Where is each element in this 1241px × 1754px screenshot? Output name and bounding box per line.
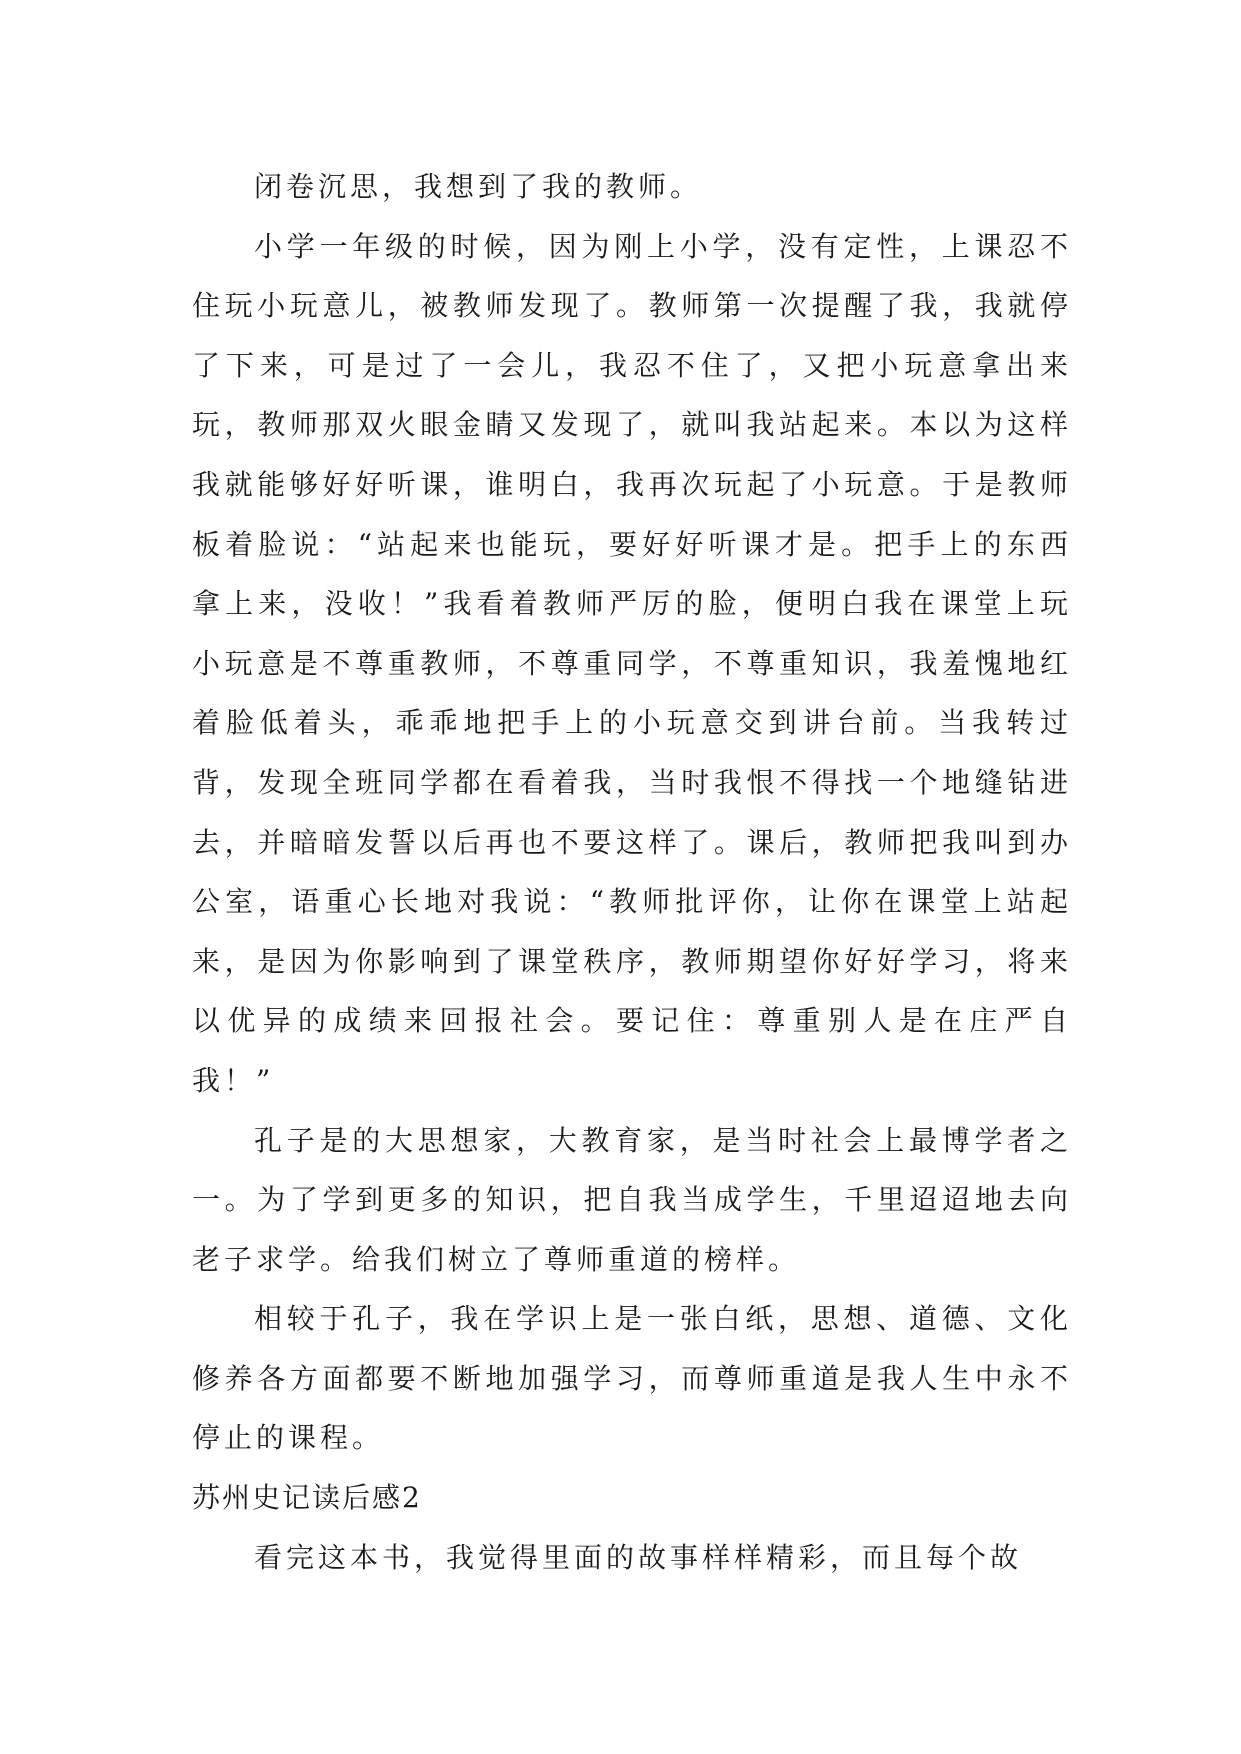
paragraph-confucius: 孔子是的大思想家，大教育家，是当时社会上最博学者之一。为了学到更多的知识，把自我当成学生，千里迢迢地去向老子求学。给我们树立了尊师重道的榜样。 [192,1123,1072,1276]
paragraph-teacher-story: 小学一年级的时候，因为刚上小学，没有定性，上课忍不住玩小玩意儿，被教师发现了。教师第一次提醒了我，我就停了下来，可是过了一会儿，我忍不住了，又把小玩意拿出来玩，教师那双火眼金睛又发现了，就叫我站起来。本以为这样我就能够好好听课，谁明白，我再次玩起了小玩意。于是教师板着脸说：“站起来也能玩，要好好听课才是。把手上的东西拿上来，没收！”我看着教师严厉的脸，便明白我在课堂上玩小玩意是不尊重教师，不尊重同学，不尊重知识，我羞愧地红着脸低着头，乖乖地把手上的小玩意交到讲台前。当我转过背，发现全班同学都在看着我，当时我恨不得找一个地缝钻进去，并暗暗发誓以后再也不要这样了。课后，教师把我叫到办公室，语重心长地对我说：“教师批评你，让你在课堂上站起来，是因为你影响到了课堂秩序，教师期望你好好学习，将来以优异的成绩来回报社会。要记住：尊重别人是在庄严自我！” [192,229,1072,1097]
section-heading: 苏州史记读后感2 [192,1481,422,1515]
paragraph-book-review: 看完这本书，我觉得里面的故事样样精彩，而且每个故 [254,1540,1023,1574]
paragraph-closing-book: 闭卷沉思，我想到了我的教师。 [254,170,703,203]
document-body [192,157,1072,1587]
paragraph-comparison: 相较于孔子，我在学识上是一张白纸，思想、道德、文化修养各方面都要不断地加强学习，而尊师重道是我人生中永不停止的课程。 [192,1302,1072,1455]
